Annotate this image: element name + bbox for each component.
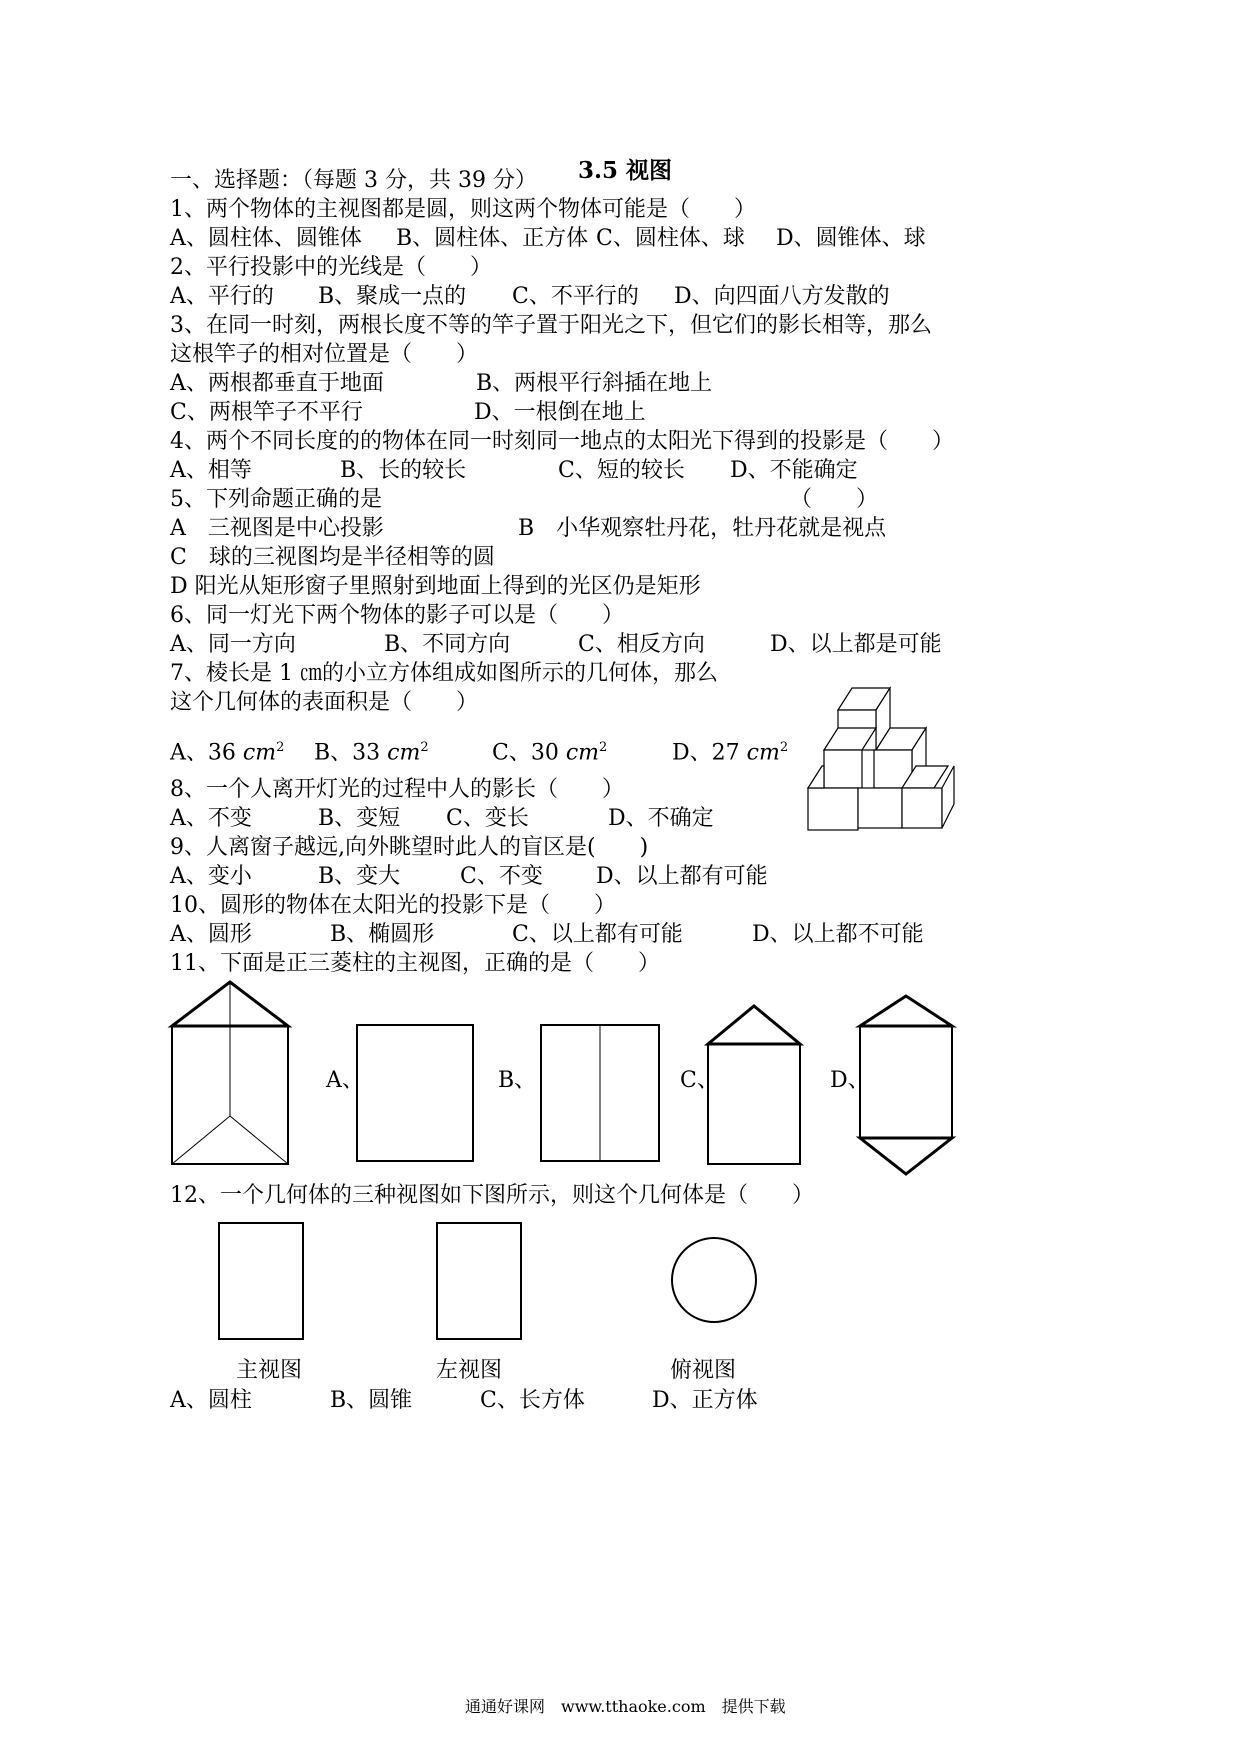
q3-stem-line2: 这根竿子的相对位置是（ ） — [170, 342, 479, 367]
page-title: 3.5 视图 — [578, 157, 673, 184]
q11-option-d-label: D、 — [830, 1068, 870, 1093]
q9-option-d: D、以上都有可能 — [596, 864, 768, 889]
q3-option-a: A、两根都垂直于地面 — [170, 371, 384, 396]
q2-option-c: C、不平行的 — [512, 284, 639, 309]
q12-option-d: D、正方体 — [652, 1388, 758, 1413]
q9-option-b: B、变大 — [318, 864, 401, 889]
q12-left-view-label: 左视图 — [436, 1358, 503, 1383]
q11-option-b-figure — [540, 1024, 662, 1164]
q1-option-a: A、圆柱体、圆锥体 — [170, 226, 362, 251]
q7-stem-line1: 7、棱长是 1 ㎝的小立方体组成如图所示的几何体，那么 — [170, 661, 718, 686]
q12-front-view-label: 主视图 — [236, 1358, 303, 1383]
q2-option-d: D、向四面八方发散的 — [674, 284, 890, 309]
q11-option-a-figure — [356, 1024, 476, 1164]
q12-top-view-label: 俯视图 — [670, 1358, 737, 1383]
q7-option-d: D、27 $cm^2$ — [672, 740, 789, 766]
q6-option-b: B、不同方向 — [384, 632, 511, 657]
q12-front-view-figure — [218, 1222, 306, 1342]
q8-option-b: B、变短 — [318, 806, 401, 831]
q5-option-a: A 三视图是中心投影 — [170, 516, 384, 541]
q3-option-c: C、两根竿子不平行 — [170, 400, 363, 425]
q10-stem: 10、圆形的物体在太阳光的投影下是（ ） — [170, 893, 616, 918]
q1-option-b: B、圆柱体、正方体 — [396, 226, 589, 251]
q5-stem: 5、下列命题正确的是 — [170, 487, 382, 512]
q5-option-d: D 阳光从矩形窗子里照射到地面上得到的光区仍是矩形 — [170, 574, 701, 599]
q3-option-b: B、两根平行斜插在地上 — [476, 371, 713, 396]
q7-option-c: C、30 $cm^2$ — [492, 740, 608, 766]
q4-option-c: C、短的较长 — [558, 458, 685, 483]
q2-option-a: A、平行的 — [170, 284, 274, 309]
q11-stem: 11、下面是正三菱柱的主视图，正确的是（ ） — [170, 951, 660, 976]
q9-option-c: C、不变 — [460, 864, 543, 889]
q8-option-c: C、变长 — [446, 806, 529, 831]
q10-option-c: C、以上都有可能 — [512, 922, 683, 947]
q12-option-b: B、圆锥 — [330, 1388, 413, 1413]
q6-stem: 6、同一灯光下两个物体的影子可以是（ ） — [170, 603, 624, 628]
q1-option-c: C、圆柱体、球 — [596, 226, 745, 251]
q12-top-view-figure — [670, 1236, 760, 1326]
page-footer: 通通好课网 www.tthaoke.com 提供下载 — [465, 1697, 786, 1716]
q5-option-b: B 小华观察牡丹花，牡丹花就是视点 — [518, 516, 887, 541]
q11-option-d-figure — [858, 994, 954, 1178]
q9-stem: 9、人离窗子越远,向外眺望时此人的盲区是( ) — [170, 835, 649, 860]
q9-option-a: A、变小 — [170, 864, 252, 889]
q4-option-a: A、相等 — [170, 458, 252, 483]
q4-option-b: B、长的较长 — [340, 458, 467, 483]
q7-option-b: B、33 $cm^2$ — [314, 740, 429, 766]
q8-option-d: D、不确定 — [608, 806, 714, 831]
q10-option-d: D、以上都不可能 — [752, 922, 924, 947]
q8-stem: 8、一个人离开灯光的过程中人的影长（ ） — [170, 777, 624, 802]
q11-prism-figure — [170, 980, 290, 1166]
q7-cubes-figure — [800, 680, 960, 840]
q4-stem: 4、两个不同长度的的物体在同一时刻同一地点的太阳光下得到的投影是（ ） — [170, 429, 954, 454]
q7-option-a: A、36 $cm^2$ — [170, 740, 285, 766]
q12-left-view-figure — [436, 1222, 524, 1342]
q5-blank: （ ） — [790, 487, 879, 512]
q1-option-d: D、圆锥体、球 — [776, 226, 926, 251]
q6-option-d: D、以上都是可能 — [770, 632, 942, 657]
q6-option-a: A、同一方向 — [170, 632, 296, 657]
q7-stem-line2: 这个几何体的表面积是（ ） — [170, 690, 479, 715]
q12-option-c: C、长方体 — [480, 1388, 585, 1413]
q12-option-a: A、圆柱 — [170, 1388, 252, 1413]
q4-option-d: D、不能确定 — [730, 458, 858, 483]
q2-option-b: B、聚成一点的 — [318, 284, 467, 309]
q11-option-c-label: C、 — [680, 1068, 719, 1093]
section-heading: 一、选择题：（每题 3 分，共 39 分） — [170, 168, 537, 193]
q10-option-b: B、椭圆形 — [330, 922, 435, 947]
q10-option-a: A、圆形 — [170, 922, 252, 947]
q11-option-c-figure — [706, 1004, 802, 1166]
q3-stem-line1: 3、在同一时刻，两根长度不等的竿子置于阳光之下，但它们的影长相等，那么 — [170, 313, 932, 338]
q1-stem: 1、两个物体的主视图都是圆，则这两个物体可能是（ ） — [170, 197, 756, 222]
q6-option-c: C、相反方向 — [578, 632, 705, 657]
q8-option-a: A、不变 — [170, 806, 252, 831]
q11-option-a-label: A、 — [326, 1068, 364, 1093]
q3-option-d: D、一根倒在地上 — [474, 400, 646, 425]
q12-stem: 12、一个几何体的三种视图如下图所示，则这个几何体是（ ） — [170, 1183, 814, 1208]
q2-stem: 2、平行投影中的光线是（ ） — [170, 255, 492, 280]
q11-option-b-label: B、 — [498, 1068, 537, 1093]
q5-option-c: C 球的三视图均是半径相等的圆 — [170, 545, 495, 570]
